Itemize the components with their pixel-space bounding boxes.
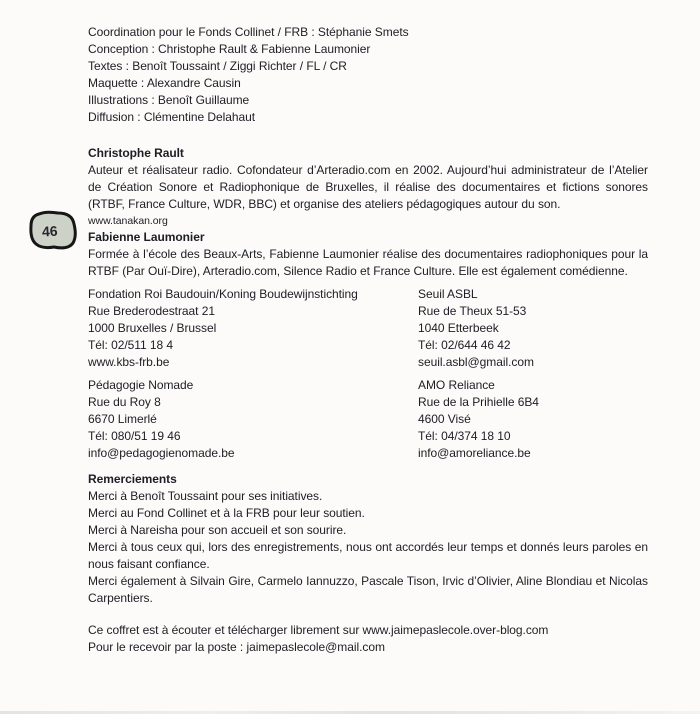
- address-line: Pédagogie Nomade: [88, 378, 194, 392]
- credits-line: Conception : Christophe Rault & Fabienne Laumonier: [88, 42, 371, 56]
- address-line: Seuil ASBL: [418, 287, 478, 301]
- address-block: [88, 286, 418, 371]
- address-block: [418, 286, 648, 371]
- page-number-text: 46: [41, 222, 58, 240]
- address-line: Tél: 04/374 18 10: [418, 429, 511, 443]
- address-line: seuil.asbl@gmail.com: [418, 355, 534, 369]
- address-line: 1040 Etterbeek: [418, 321, 499, 335]
- address-line: Rue du Roy 8: [88, 395, 161, 409]
- thanks-block: [88, 471, 648, 607]
- bio-text: Formée à l’école des Beaux-Arts, Fabienne Laumonier réalise des documentaires radiophoniques pour la RTBF (Par Ouï-Dire), Arteradio.com, Silence Radio et France Culture. Elle est également comédienne.: [88, 247, 648, 278]
- bio-url: www.tanakan.org: [88, 215, 168, 227]
- thanks-title: Remerciements: [88, 472, 177, 486]
- credits-line: Illustrations : Benoît Guillaume: [88, 93, 250, 107]
- footer-line: Ce coffret est à écouter et télécharger librement sur www.jaimepaslecole.over-blog.com: [88, 623, 549, 637]
- address-line: 4600 Visé: [418, 412, 471, 426]
- address-line: AMO Reliance: [418, 378, 495, 392]
- thanks-line: Merci au Fond Collinet et à la FRB pour leur soutien.: [88, 506, 365, 520]
- page-content: [88, 24, 648, 656]
- footer-block: [88, 622, 648, 656]
- page-number-badge: [27, 209, 79, 253]
- credits-line: Coordination pour le Fonds Collinet / FRB : Stéphanie Smets: [88, 25, 409, 39]
- address-line: info@amoreliance.be: [418, 446, 531, 460]
- credits-line: Maquette : Alexandre Causin: [88, 76, 241, 90]
- address-block: [88, 377, 418, 462]
- address-line: info@pedagogienomade.be: [88, 446, 235, 460]
- address-line: Tél: 02/644 46 42: [418, 338, 511, 352]
- address-line: Rue de Theux 51-53: [418, 304, 527, 318]
- address-line: Rue de la Prihielle 6B4: [418, 395, 539, 409]
- thanks-line: Merci à Nareisha pour son accueil et son sourire.: [88, 523, 347, 537]
- thanks-line: Merci à Benoît Toussaint pour ses initiatives.: [88, 489, 323, 503]
- addresses-block: [88, 286, 648, 462]
- address-line: 1000 Bruxelles / Brussel: [88, 321, 217, 335]
- thanks-line: Merci à tous ceux qui, lors des enregistrements, nous ont accordés leur temps et donnés leurs paroles en nous faisant confiance.: [88, 540, 648, 571]
- address-line: Tél: 080/51 19 46: [88, 429, 181, 443]
- address-line: Fondation Roi Baudouin/Koning Boudewijnstichting: [88, 287, 358, 301]
- badge-outline-icon: [27, 209, 79, 253]
- bio-name: Fabienne Laumonier: [88, 230, 205, 244]
- address-line: Rue Brederodestraat 21: [88, 304, 215, 318]
- address-block: [418, 377, 648, 462]
- bio-text: Auteur et réalisateur radio. Cofondateur d’Arteradio.com en 2002. Aujourd’hui administrateur de l’Atelier de Création Sonore et Radiophonique de Bruxelles, il réalise des documentaires et fictions sonores (RTBF, France Culture, WDR, BBC) et organise des ateliers pédagogiques autour du son.: [88, 163, 648, 211]
- thanks-line: Merci également à Silvain Gire, Carmelo Iannuzzo, Pascale Tison, Irvic d’Olivier, Aline Blondiau et Nicolas Carpentiers.: [88, 574, 648, 605]
- address-line: 6670 Limerlé: [88, 412, 157, 426]
- address-line: Tél: 02/511 18 4: [88, 338, 174, 352]
- footer-line: Pour le recevoir par la poste : jaimepaslecole@mail.com: [88, 640, 385, 654]
- bio-name: Christophe Rault: [88, 146, 184, 160]
- bios-block: [88, 145, 648, 280]
- address-line: www.kbs-frb.be: [88, 355, 170, 369]
- credits-block: [88, 24, 648, 126]
- credits-line: Textes : Benoît Toussaint / Ziggi Richter / FL / CR: [88, 59, 347, 73]
- credits-line: Diffusion : Clémentine Delahaut: [88, 110, 255, 124]
